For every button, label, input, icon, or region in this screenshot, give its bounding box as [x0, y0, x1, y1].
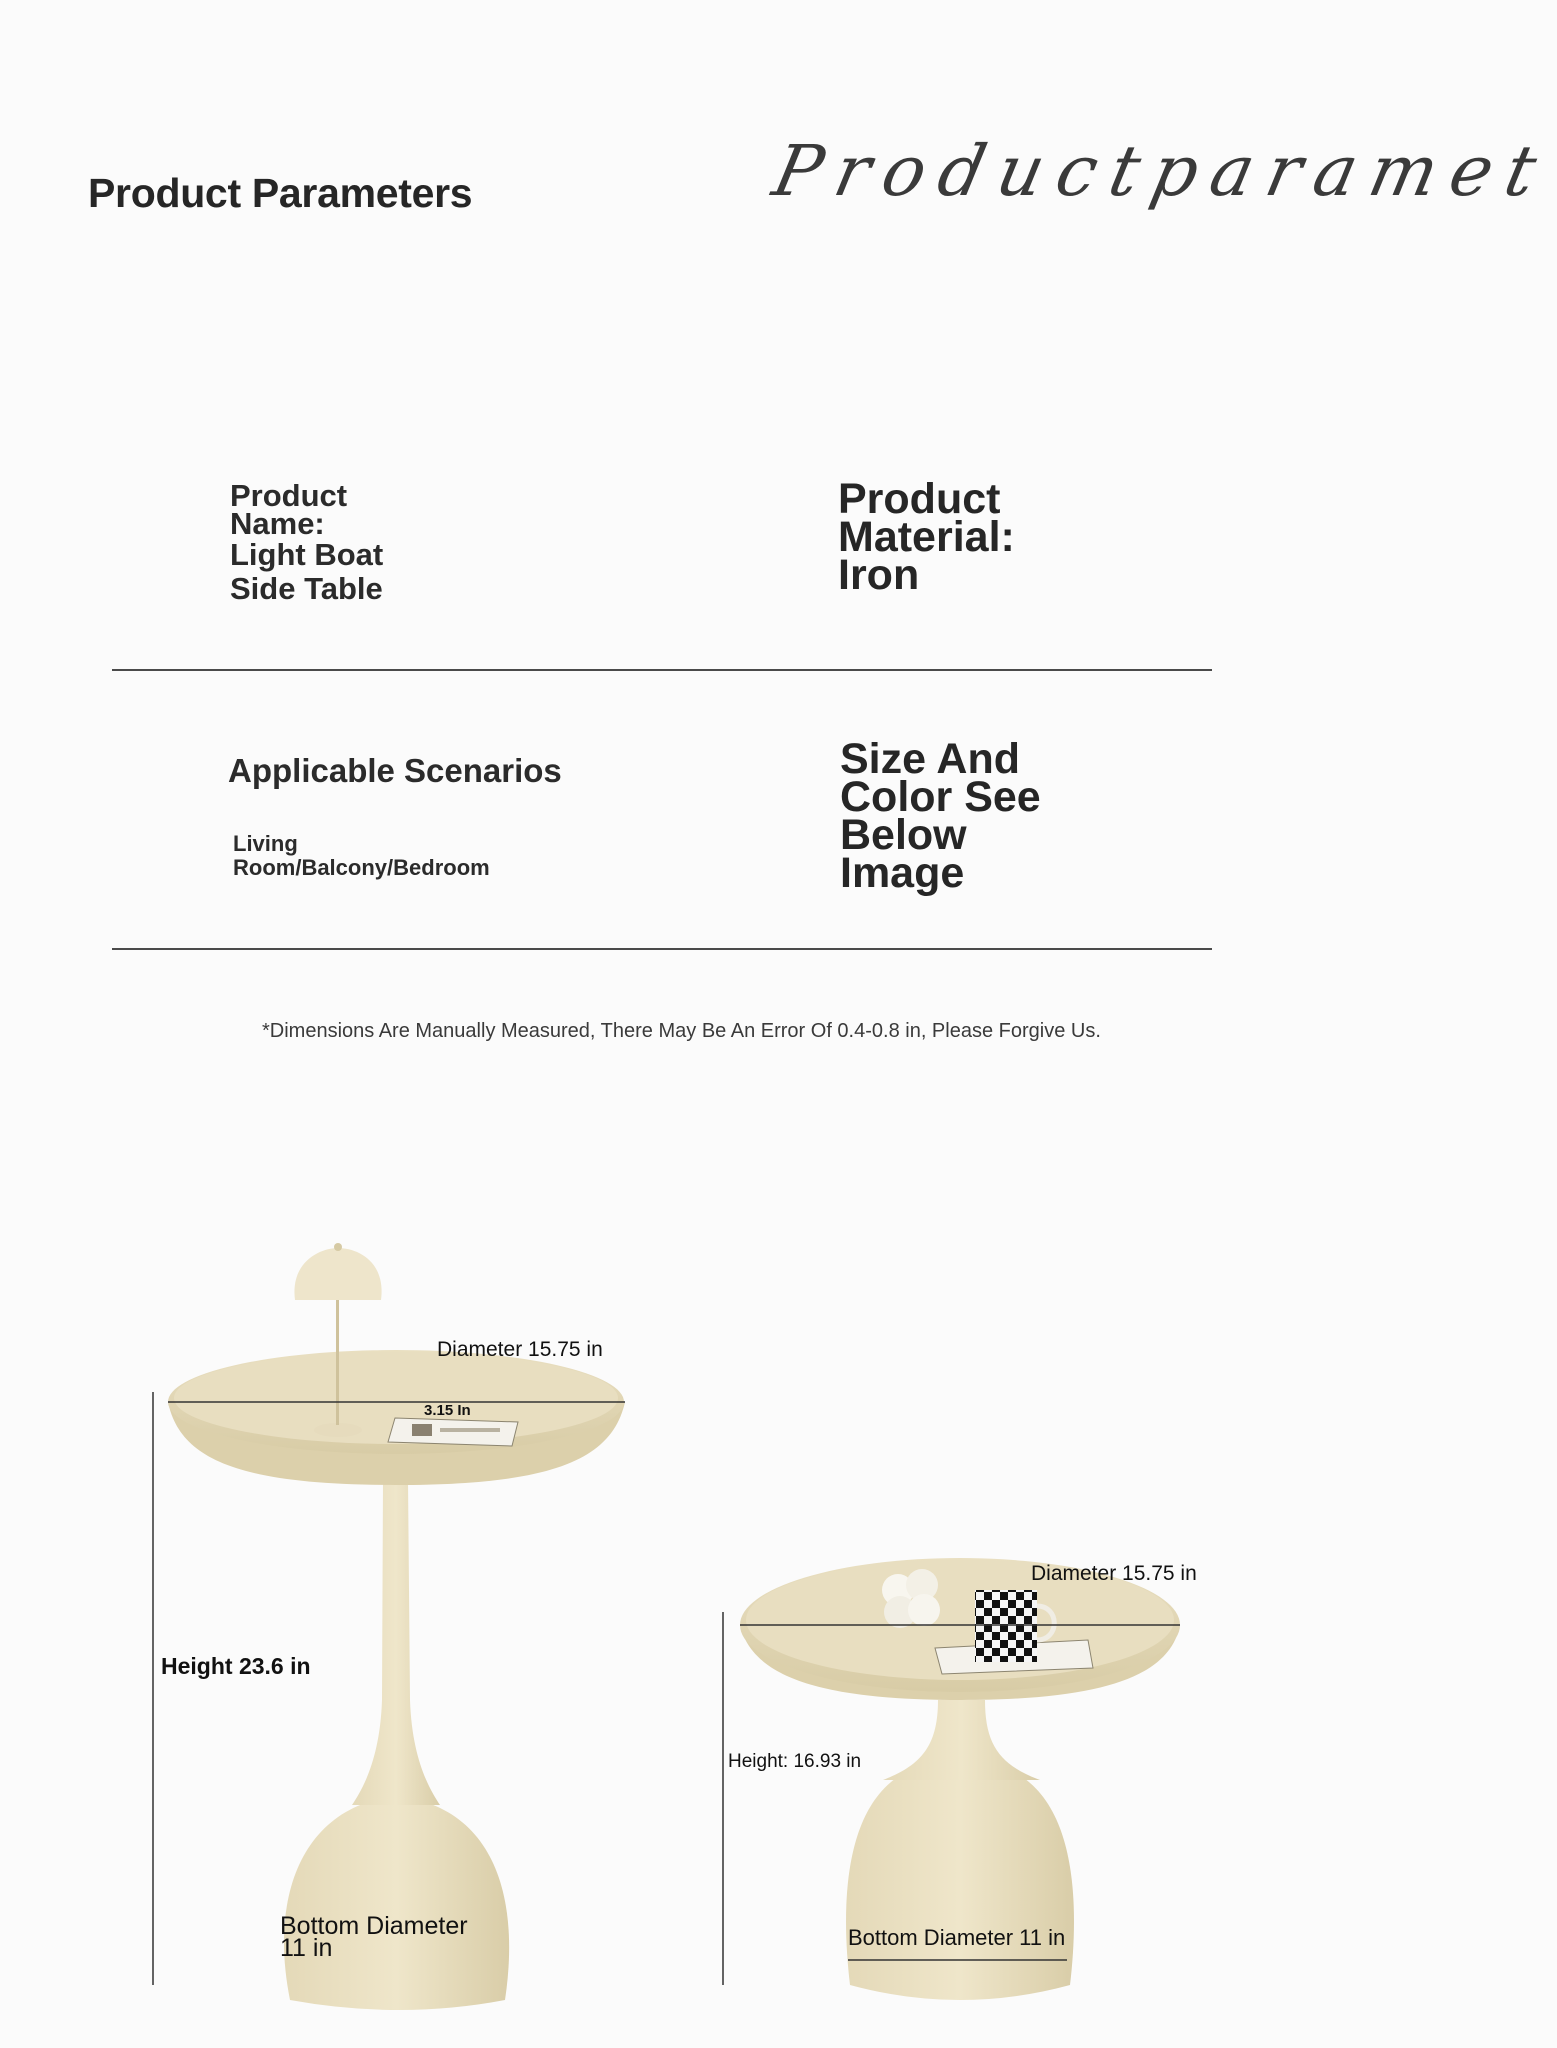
measurement-disclaimer: *Dimensions Are Manually Measured, There May Be An Error Of 0.4-0.8 in, Please Forgive Us.: [262, 1020, 1101, 1042]
tall-thickness-label: 3.15 In: [424, 1402, 471, 1419]
short-bottom-diameter-label: Bottom Diameter 11 in: [848, 1925, 1066, 1950]
page-title: Product Parameters: [88, 170, 473, 216]
tall-bottom-line1: Bottom Diameter: [280, 1912, 468, 1940]
tray: [388, 1418, 518, 1446]
product-material: Product Material: Iron: [838, 475, 1015, 599]
tall-bottom-diameter-label: [280, 1912, 468, 1962]
tall-diameter-label: Diameter 15.75 in: [437, 1338, 603, 1361]
bubble-candle: [882, 1569, 940, 1628]
tall-height-label: Height 23.6 in: [161, 1653, 311, 1679]
script-title: Productparamet: [766, 130, 1557, 212]
short-height-label: Height: 16.93 in: [728, 1751, 862, 1772]
tall-bottom-line2: 11 in: [280, 1934, 333, 1962]
product-name-value: Light Boat Side Table: [230, 537, 384, 606]
size-color-note: Size And Color See Below Image: [840, 735, 1041, 897]
short-diameter-label: Diameter 15.75 in: [1031, 1562, 1197, 1585]
scenarios-label: Applicable Scenarios: [228, 752, 562, 789]
product-name-label: Product Name:: [230, 478, 348, 541]
scenarios-value: Living Room/Balcony/Bedroom: [233, 831, 490, 880]
